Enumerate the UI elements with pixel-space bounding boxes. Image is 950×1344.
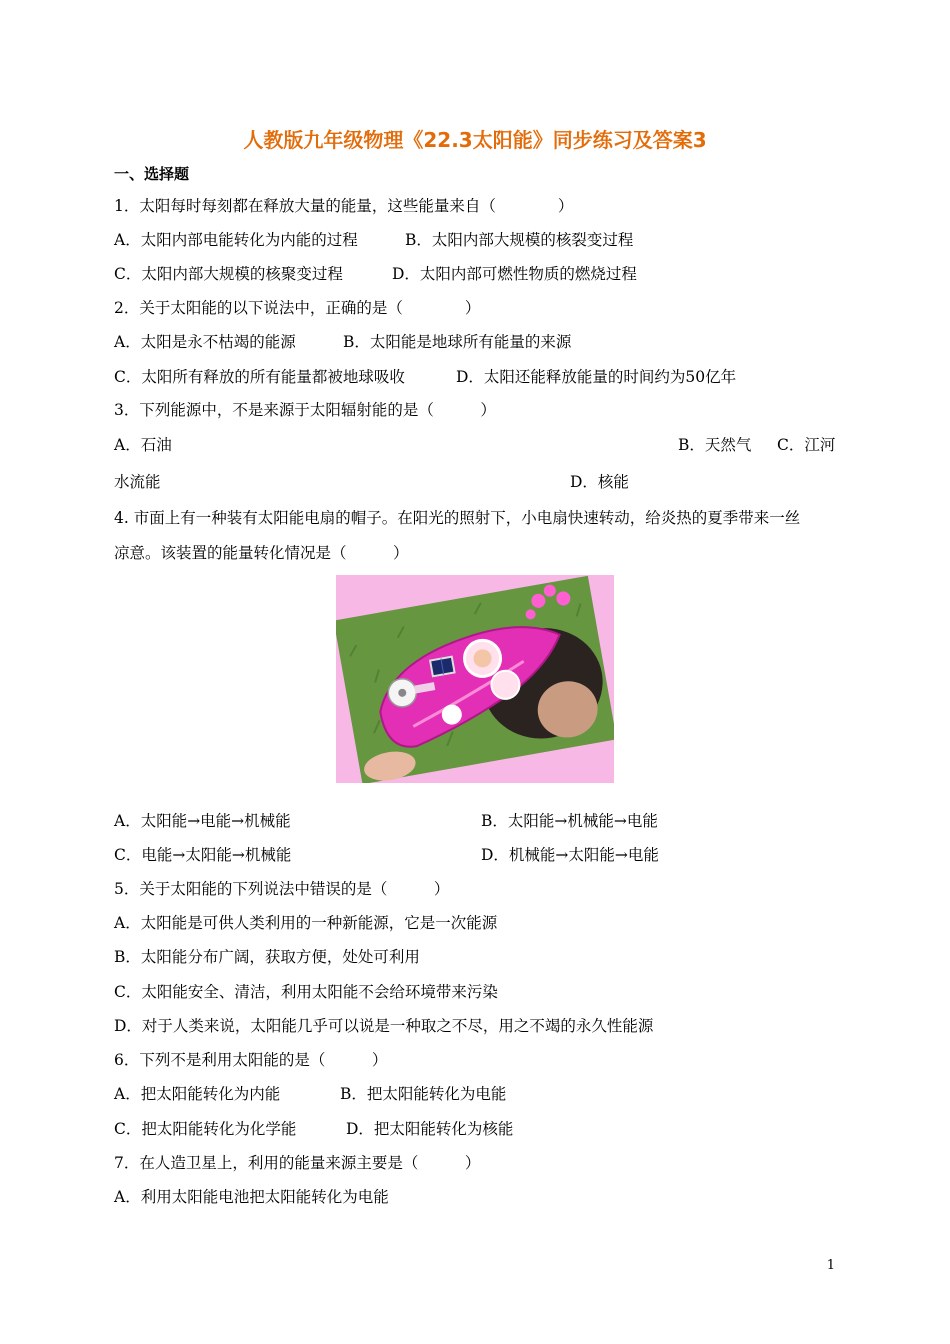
q4-option-c: C．电能→太阳能→机械能 <box>114 846 292 864</box>
document-title: 人教版九年级物理《22.3太阳能》同步练习及答案3 <box>243 128 707 152</box>
q4-option-b: B．太阳能→机械能→电能 <box>481 812 658 830</box>
q1-option-c: C．太阳内部大规模的核聚变过程 <box>114 265 343 283</box>
q3-option-c: C．江河 <box>777 436 836 454</box>
section-heading: 一、选择题 <box>114 165 190 183</box>
q3-option-d: D．核能 <box>570 473 629 491</box>
q6-stem: 6．下列不是利用太阳能的是（ ） <box>114 1051 388 1069</box>
q2-option-c: C．太阳所有释放的所有能量都被地球吸收 <box>114 368 405 386</box>
q6-option-a: A．把太阳能转化为内能 <box>114 1085 281 1103</box>
q5-option-a: A．太阳能是可供人类利用的一种新能源，它是一次能源 <box>114 914 498 932</box>
q2-option-b: B．太阳能是地球所有能量的来源 <box>343 333 572 351</box>
q6-option-c: C．把太阳能转化为化学能 <box>114 1120 297 1138</box>
page-number: 1 <box>826 1258 835 1273</box>
q4-stem-line-2: 凉意。该装置的能量转化情况是（ ） <box>114 544 409 562</box>
q2-stem: 2．关于太阳能的以下说法中，正确的是（ ） <box>114 299 481 317</box>
q1-option-b: B．太阳内部大规模的核裂变过程 <box>405 231 634 249</box>
q7-option-a: A．利用太阳能电池把太阳能转化为电能 <box>114 1188 389 1206</box>
q1-stem: 1．太阳每时每刻都在释放大量的能量，这些能量来自（ ） <box>114 197 574 215</box>
q7-stem: 7．在人造卫星上，利用的能量来源主要是（ ） <box>114 1154 481 1172</box>
q4-stem-line-1: 4. 市面上有一种装有太阳能电扇的帽子。在阳光的照射下，小电扇快速转动，给炎热的夏季带来一丝 <box>114 509 801 527</box>
q3-stem: 3．下列能源中，不是来源于太阳辐射能的是（ ） <box>114 401 496 419</box>
q1-option-d: D．太阳内部可燃性物质的燃烧过程 <box>392 265 637 283</box>
solar-fan-hat-photo <box>336 575 614 783</box>
q3-option-a: A．石油 <box>114 436 172 454</box>
q5-option-c: C．太阳能安全、清洁，利用太阳能不会给环境带来污染 <box>114 983 498 1001</box>
q4-option-a: A．太阳能→电能→机械能 <box>114 812 291 830</box>
q5-stem: 5．关于太阳能的下列说法中错误的是（ ） <box>114 880 450 898</box>
q3-option-b: B．天然气 <box>678 436 752 454</box>
q5-option-b: B．太阳能分布广阔，获取方便，处处可利用 <box>114 948 420 966</box>
q2-option-a: A．太阳是永不枯竭的能源 <box>114 333 296 351</box>
q2-option-d: D．太阳还能释放能量的时间约为50亿年 <box>456 368 737 386</box>
q6-option-d: D．把太阳能转化为核能 <box>346 1120 514 1138</box>
q4-option-d: D．机械能→太阳能→电能 <box>481 846 659 864</box>
q6-option-b: B．把太阳能转化为电能 <box>340 1085 507 1103</box>
solar-fan-hat-illustration <box>336 575 614 783</box>
q3-option-c-continued: 水流能 <box>114 473 161 491</box>
q5-option-d: D．对于人类来说，太阳能几乎可以说是一种取之不尽，用之不竭的永久性能源 <box>114 1017 654 1035</box>
q1-option-a: A．太阳内部电能转化为内能的过程 <box>114 231 358 249</box>
